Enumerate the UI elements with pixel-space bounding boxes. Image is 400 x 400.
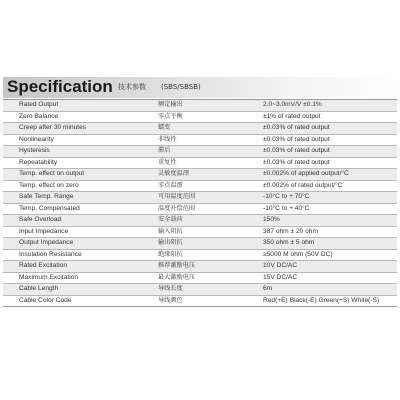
param-name-cn: 导线长度 (144, 284, 253, 296)
table-row (3, 157, 397, 169)
param-name-cn: 灵敏度温漂 (144, 169, 253, 181)
param-name: Safe Temp. Range (3, 192, 144, 204)
table-row (3, 100, 397, 112)
param-name-cn: 零点温漂 (144, 180, 253, 192)
param-value: -10°C to + 70°C (253, 192, 397, 204)
param-name: Temp. effect on zero (3, 180, 144, 192)
spec-table (3, 99, 397, 307)
param-value: 387 ohm ± 20 ohm (253, 226, 397, 238)
param-name-cn: 蠕变 (144, 123, 253, 135)
param-value: 2.0~3.0mV/V ±0.1% (253, 100, 397, 112)
param-name: Input Impedance (3, 226, 144, 238)
table-row (3, 238, 397, 250)
param-name: Output Impedance (3, 238, 144, 250)
param-name-cn: 零点平衡 (144, 111, 253, 123)
table-row (3, 295, 397, 307)
param-value: 6m (253, 284, 397, 296)
param-name: Temp. effect on output (3, 169, 144, 181)
table-row (3, 192, 397, 204)
table-row (3, 123, 397, 135)
param-name-cn: 重复性 (144, 157, 253, 169)
param-value: 10V DC/AC (253, 261, 397, 273)
param-name-cn: 绝缘阻抗 (144, 249, 253, 261)
param-name-cn: 导线颜色 (144, 295, 253, 307)
param-name: Hysteresis (3, 146, 144, 158)
table-row (3, 261, 397, 273)
param-value: 350 ohm ± 5 ohm (253, 238, 397, 250)
param-value: 15V DC/AC (253, 272, 397, 284)
table-row (3, 215, 397, 227)
param-value: -10°C to + 40°C (253, 203, 397, 215)
table-row (3, 284, 397, 296)
param-name: Insulation Resistance (3, 249, 144, 261)
param-name: Repeatability (3, 157, 144, 169)
param-name: Temp. Compensated (3, 203, 144, 215)
param-name-cn: 非线性 (144, 134, 253, 146)
page-subtitle: 技术参数 (118, 83, 146, 91)
param-name-cn: 可用温度范围 (144, 192, 253, 204)
param-name-cn: 最大激励电压 (144, 272, 253, 284)
param-name-cn: 额定输出 (144, 100, 253, 112)
param-name: Cable Length (3, 284, 144, 296)
param-name: Maximum Excitation (3, 272, 144, 284)
param-value: Red(+E) Black(-E) Green(+S) White(-S) (253, 295, 397, 307)
param-value: ±0.002% of applied output/°C (253, 169, 397, 181)
param-value: ±0.03% of rated output (253, 146, 397, 158)
param-name-cn: 温度补偿范围 (144, 203, 253, 215)
table-row (3, 134, 397, 146)
param-name: Creep after 30 minutes (3, 123, 144, 135)
table-row (3, 111, 397, 123)
param-name: Cable Color Code (3, 295, 144, 307)
table-row (3, 226, 397, 238)
param-value: ±1% of rated output (253, 111, 397, 123)
param-name: Zero Balance (3, 111, 144, 123)
table-row (3, 146, 397, 158)
table-row (3, 169, 397, 181)
param-name-cn: 输入阻抗 (144, 226, 253, 238)
param-value: ±0.03% of rated output (253, 134, 397, 146)
param-value: ±0.03% of rated output (253, 157, 397, 169)
param-name: Nonlinearity (3, 134, 144, 146)
param-name: Safe Overload (3, 215, 144, 227)
param-name: Rated Output (3, 100, 144, 112)
param-value: ±0.002% of rated output/°C (253, 180, 397, 192)
param-value: ≥5000 M ohm (50V DC) (253, 249, 397, 261)
param-name: Rated Excitation (3, 261, 144, 273)
table-row (3, 180, 397, 192)
param-name-cn: 推荐激励电压 (144, 261, 253, 273)
param-value: ±0.03% of rated output (253, 123, 397, 135)
param-name-cn: 输出阻抗 (144, 238, 253, 250)
param-name-cn: 滞后 (144, 146, 253, 158)
table-row (3, 203, 397, 215)
table-row (3, 249, 397, 261)
page-title: Specification (7, 77, 113, 96)
param-name-cn: 安全载荷 (144, 215, 253, 227)
param-value: 150% (253, 215, 397, 227)
model-label: (SBS/SBSB) (161, 83, 201, 91)
table-row (3, 272, 397, 284)
